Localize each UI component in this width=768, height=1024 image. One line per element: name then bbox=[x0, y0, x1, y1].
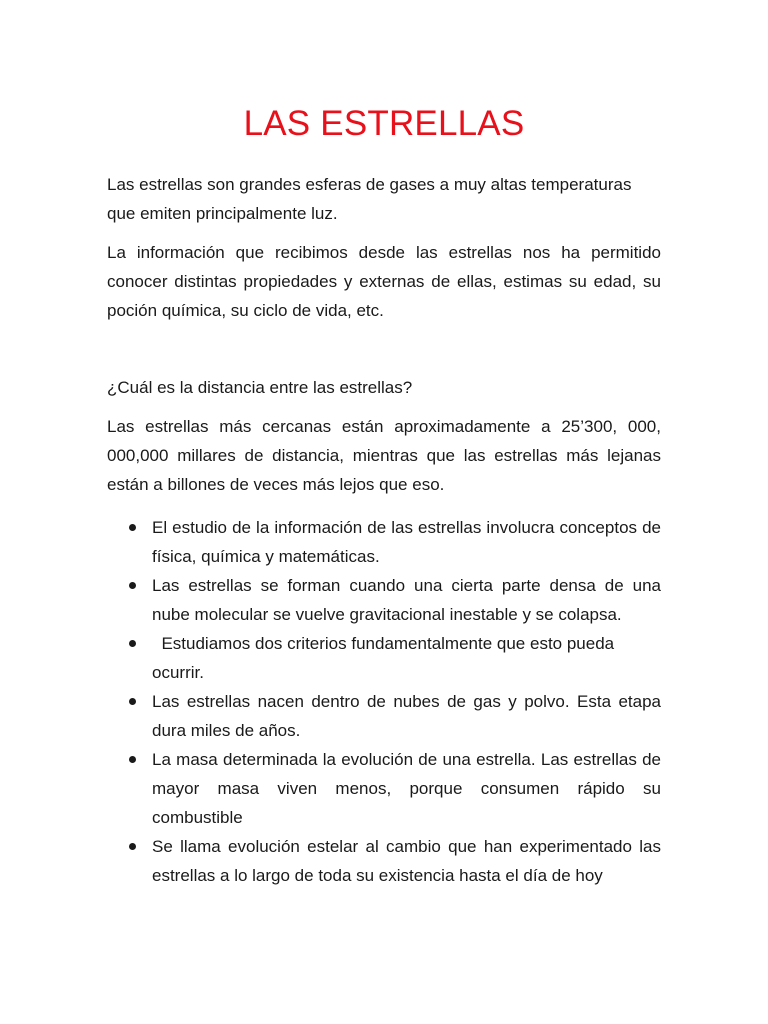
bullet-icon bbox=[129, 582, 136, 589]
bullet-icon bbox=[129, 698, 136, 705]
list-item-text: Las estrellas nacen dentro de nubes de gas y polvo. Esta etapa dura miles de años. bbox=[152, 692, 661, 740]
list-item-text: El estudio de la información de las estrellas involucra conceptos de física, química y matemáticas. bbox=[152, 518, 661, 566]
bullet-icon bbox=[129, 640, 136, 647]
bullet-list bbox=[107, 513, 661, 890]
list-item bbox=[107, 687, 661, 745]
information-paragraph: La información que recibimos desde las estrellas nos ha permitido conocer distintas propiedades y externas de ellas, estimas su edad, su poción química, su ciclo de vida, etc. bbox=[107, 243, 661, 320]
bullet-icon bbox=[129, 524, 136, 531]
list-item-text: Se llama evolución estelar al cambio que han experimentado las estrellas a lo largo de toda su existencia hasta el día de hoy bbox=[152, 837, 661, 885]
bullet-icon bbox=[129, 756, 136, 763]
list-item bbox=[107, 745, 661, 832]
intro-paragraph: Las estrellas son grandes esferas de gases a muy altas temperaturas que emiten principalmente luz. bbox=[107, 175, 632, 223]
list-item-text: Estudiamos dos criterios fundamentalmente que esto pueda ocurrir. bbox=[152, 634, 619, 682]
list-item bbox=[107, 571, 661, 629]
list-item bbox=[107, 629, 661, 687]
list-item bbox=[107, 513, 661, 571]
answer-paragraph: Las estrellas más cercanas están aproximadamente a 25’300, 000, 000,000 millares de distancia, mientras que las estrellas más lejanas están a billones de veces más lejos que eso. bbox=[107, 417, 661, 494]
bullet-icon bbox=[129, 843, 136, 850]
page-title: LAS ESTRELLAS bbox=[243, 104, 525, 143]
document-body bbox=[107, 170, 661, 890]
question-heading: ¿Cuál es la distancia entre las estrellas? bbox=[107, 378, 413, 397]
list-item-text: Las estrellas se forman cuando una cierta parte densa de una nube molecular se vuelve gravitacional inestable y se colapsa. bbox=[152, 576, 661, 624]
list-item-text: La masa determinada la evolución de una estrella. Las estrellas de mayor masa viven menos, porque consumen rápido su combustible bbox=[152, 750, 661, 827]
list-item bbox=[107, 832, 661, 890]
